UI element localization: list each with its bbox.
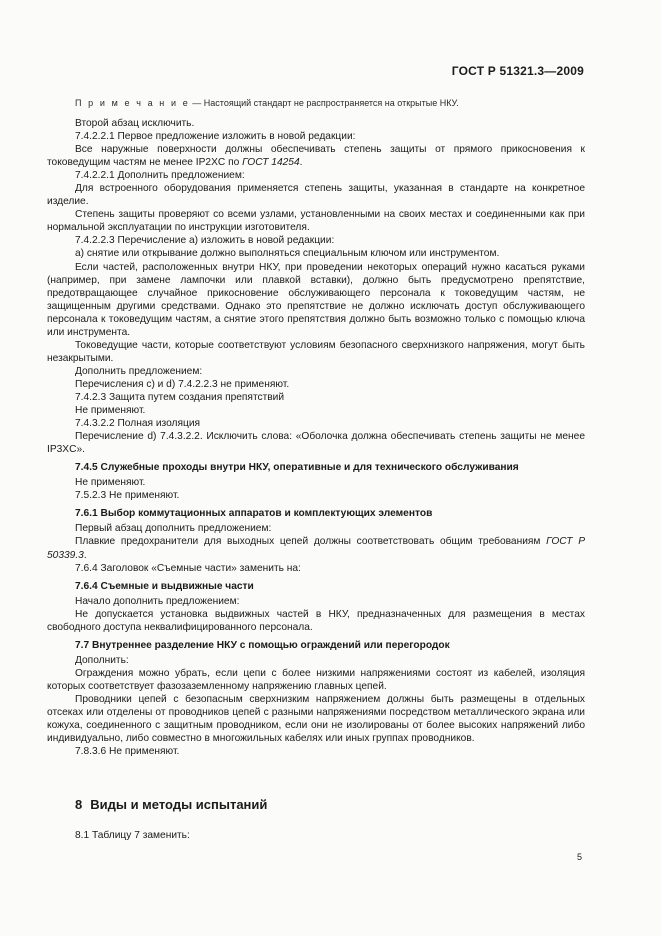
paragraph-text: Плавкие предохранители для выходных цепей должны соответствовать общим требованиям [75,536,547,548]
standard-reference: ГОСТ Р 50339.3 [47,536,585,561]
paragraph: Перечисление d) 7.4.3.2.2. Исключить слова: «Оболочка должна обеспечивать степень защиты не менее IP3XC». [47,431,585,456]
section-heading [75,797,267,812]
list-item: а) снятие или открывание должно выполняться специальным ключом или инструментом. [75,248,500,260]
note-text: — Настоящий стандарт не распространяется на открытые НКУ. [189,98,459,108]
paragraph: Дополнить предложением: [75,365,203,377]
paragraph: Для встроенного оборудования применяется степень защиты, указанная в стандарте на конкретное изделие. [47,183,585,208]
subsection-heading: 7.6.4 Съемные и выдвижные части [75,580,254,592]
paragraph: Токоведущие части, которые соответствуют условиям безопасного сверхнизкого напряжения, могут быть незакрытыми. [47,339,585,364]
paragraph: Второй абзац исключить. [75,118,195,129]
clause: 7.8.3.6 Не применяют. [75,746,180,758]
subsection-heading: 7.6.1 Выбор коммутационных аппаратов и комплектующих элементов [75,508,433,520]
paragraph [47,535,585,561]
clause: 7.4.2.2.3 Перечисление а) изложить в новой редакции: [75,235,335,247]
clause: 7.4.2.2.1 Первое предложение изложить в новой редакции: [75,131,356,143]
paragraph: Первый абзац дополнить предложением: [75,523,272,535]
section-number: 8 [75,797,83,812]
paragraph-end: . [299,157,303,169]
subsection-heading: 7.7 Внутреннее разделение НКУ с помощью ограждений или перегородок [75,639,450,651]
clause: 8.1 Таблицу 7 заменить: [75,830,190,841]
paragraph: Дополнить: [75,654,129,666]
paragraph [47,143,585,169]
clause: 7.4.2.3 Защита путем создания препятствий [75,391,285,403]
paragraph: Если частей, расположенных внутри НКУ, при проведении некоторых операций нужно касаться руками (например, при замене лампочки или плавкой вставки), должно быть предусмотрено препятствие, предотвращающее случайное прикосновение обслуживающего персонала к токоведущим частям, не защищенным другими средствами. Однако это препятствие не должно исключать доступ обслуживающего персонала к токоведущим частям, а снятие этого препятствия должно быть возможно только с помощью ключа или инструмента. [47,261,585,338]
note-label: П р и м е ч а н и е [75,98,190,108]
page-number: 5 [577,852,583,862]
subsection-heading: 7.4.5 Служебные проходы внутри НКУ, оперативные и для технического обслуживания [75,462,519,474]
clause: 7.4.3.2.2 Полная изоляция [75,418,201,430]
paragraph: Начало дополнить предложением: [75,595,240,607]
paragraph: Не применяют. [75,405,146,417]
document-code: ГОСТ Р 51321.3—2009 [451,64,584,78]
paragraph-end: . [83,549,87,561]
paragraph: Перечисления с) и d) 7.4.2.2.3 не применяют. [75,378,290,390]
paragraph: Не допускается установка выдвижных частей в НКУ, предназначенных для размещения в местах свободного доступа неквалифицированного персонала. [47,608,585,633]
paragraph: Проводники цепей с безопасным сверхнизким напряжением должны быть размещены в отдельных отсеках или отделены от проводников цепей с разными напряжениями посредством металлического экрана или кожуха, соединенного с защитным проводником, если они не изолированы от более высоких напряжений либо индивидуально, либо совместно в многожильных кабелях или иных группах проводников. [47,693,585,745]
clause: 7.5.2.3 Не применяют. [75,490,180,502]
clause: 7.6.4 Заголовок «Съемные части» заменить на: [75,562,301,574]
standard-reference: ГОСТ 14254 [242,157,300,169]
paragraph: Ограждения можно убрать, если цепи с более низкими напряжениями состоят из кабелей, изоляция которых соответствует фазозаземленному напряжению главных цепей. [47,667,585,692]
paragraph: Не применяют. [75,477,146,489]
paragraph-text: Все наружные поверхности должны обеспечивать степень защиты от прямого прикосновения к токоведущим частям не менее IP2XC по [47,144,585,169]
paragraph: Степень защиты проверяют со всеми узлами, установленными на своих местах и соединенными как при нормальной эксплуатации по инструкции изготовителя. [47,209,585,234]
note [75,98,595,108]
section-title: Виды и методы испытаний [90,797,268,812]
document-body [47,117,585,758]
clause: 7.4.2.2.1 Дополнить предложением: [75,170,245,182]
